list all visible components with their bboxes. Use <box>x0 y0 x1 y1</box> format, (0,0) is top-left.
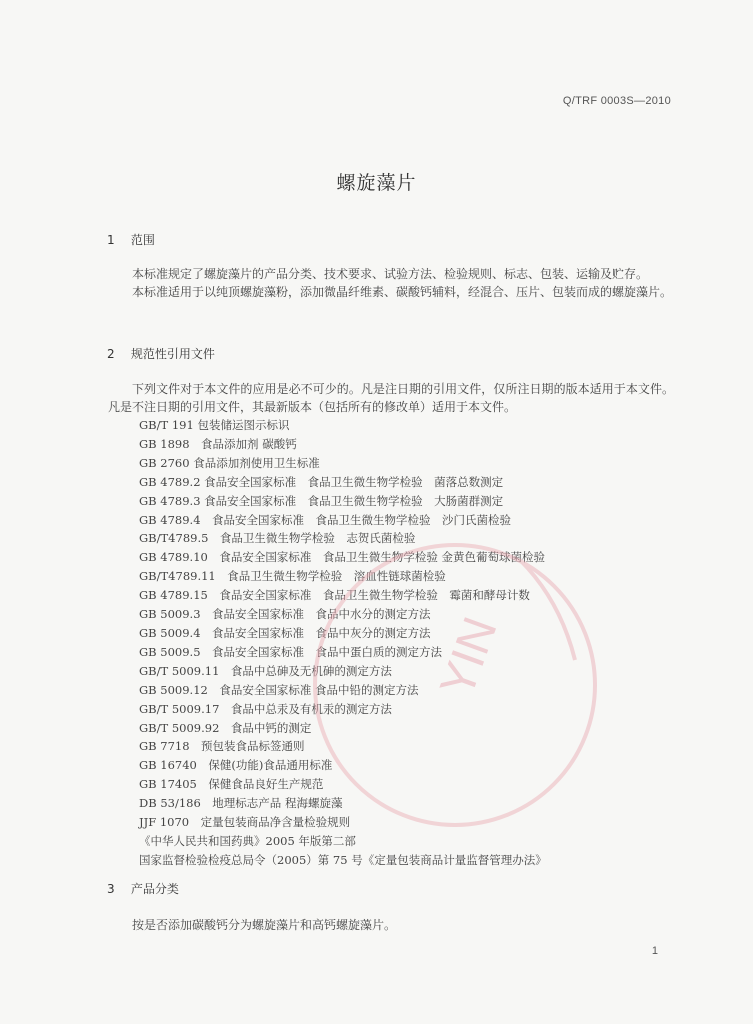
section-3-paragraph-1: 按是否添加碳酸钙分为螺旋藻片和高钙螺旋藻片。 <box>132 918 397 932</box>
document-title: 螺旋藻片 <box>336 172 417 194</box>
reference-item: GB 2760 食品添加剂使用卫生标准 <box>139 455 320 470</box>
section-title: 范围 <box>130 233 155 247</box>
standard-code: Q/TRF 0003S—2010 <box>562 95 671 107</box>
reference-item: GB/T4789.11 食品卫生微生物学检验 溶血性链球菌检验 <box>139 569 446 584</box>
reference-item: DB 53/186 地理标志产品 程海螺旋藻 <box>139 796 343 811</box>
page-number: 1 <box>651 945 658 957</box>
reference-item: 《中华人民共和国药典》2005 年版第二部 <box>139 833 356 848</box>
reference-item: GB/T 5009.17 食品中总汞及有机汞的测定方法 <box>139 701 392 716</box>
reference-item: GB 4789.4 食品安全国家标准 食品卫生微生物学检验 沙门氏菌检验 <box>139 512 512 527</box>
section-1-paragraph-2: 本标准适用于以纯顶螺旋藻粉，添加微晶纤维素、碳酸钙辅料，经混合、压片、包装而成的螺旋藻片。 <box>132 285 673 299</box>
reference-item: GB 4789.2 食品安全国家标准 食品卫生微生物学检验 菌落总数测定 <box>139 474 504 489</box>
reference-item: JJF 1070 定量包装商品净含量检验规则 <box>139 815 351 830</box>
section-number: 2 <box>107 347 115 361</box>
seal-text: YIN <box>430 610 508 704</box>
reference-item: GB/T 191 包装储运图示标识 <box>139 418 290 432</box>
reference-item: GB 5009.5 食品安全国家标准 食品中蛋白质的测定方法 <box>139 644 443 659</box>
reference-item: GB 4789.3 食品安全国家标准 食品卫生微生物学检验 大肠菌群测定 <box>139 493 504 508</box>
reference-item: GB 7718 预包装食品标签通则 <box>139 739 305 754</box>
reference-item: 国家监督检验检疫总局令（2005）第 75 号《定量包装商品计量监督管理办法》 <box>139 852 547 867</box>
reference-list <box>139 416 547 870</box>
reference-item: GB 5009.4 食品安全国家标准 食品中灰分的测定方法 <box>139 625 431 640</box>
reference-item: GB 5009.12 食品安全国家标准 食品中铅的测定方法 <box>139 682 419 697</box>
reference-item: GB/T4789.5 食品卫生微生物学检验 志贺氏菌检验 <box>139 531 416 546</box>
reference-item: GB 1898 食品添加剂 碳酸钙 <box>139 436 297 451</box>
section-number: 3 <box>107 882 115 896</box>
section-3-heading <box>107 880 179 897</box>
reference-item: GB 5009.3 食品安全国家标准 食品中水分的测定方法 <box>139 607 431 622</box>
section-number: 1 <box>107 233 115 247</box>
reference-item: GB 16740 保健(功能)食品通用标准 <box>139 758 333 773</box>
reference-item: GB/T 5009.92 食品中钙的测定 <box>139 720 312 735</box>
section-title: 规范性引用文件 <box>130 347 215 361</box>
section-1-heading <box>107 231 155 248</box>
section-2-paragraph-1: 下列文件对于本文件的应用是必不可少的。凡是注日期的引用文件，仅所注日期的版本适用于本文件。凡是不注日期的引用文件，其最新版本（包括所有的修改单）适用于本文件。 <box>108 382 674 414</box>
reference-item: GB 4789.10 食品安全国家标准 食品卫生微生物学检验 金黄色葡萄球菌检验 <box>139 550 546 565</box>
section-title: 产品分类 <box>130 882 179 896</box>
section-1-paragraph-1: 本标准规定了螺旋藻片的产品分类、技术要求、试验方法、检验规则、标志、包装、运输及贮存。 <box>132 267 649 281</box>
section-2-heading <box>107 345 215 362</box>
reference-item: GB 17405 保健食品良好生产规范 <box>139 777 324 792</box>
reference-item: GB/T 5009.11 食品中总砷及无机砷的测定方法 <box>139 663 392 678</box>
reference-item: GB 4789.15 食品安全国家标准 食品卫生微生物学检验 霉菌和酵母计数 <box>139 588 530 603</box>
